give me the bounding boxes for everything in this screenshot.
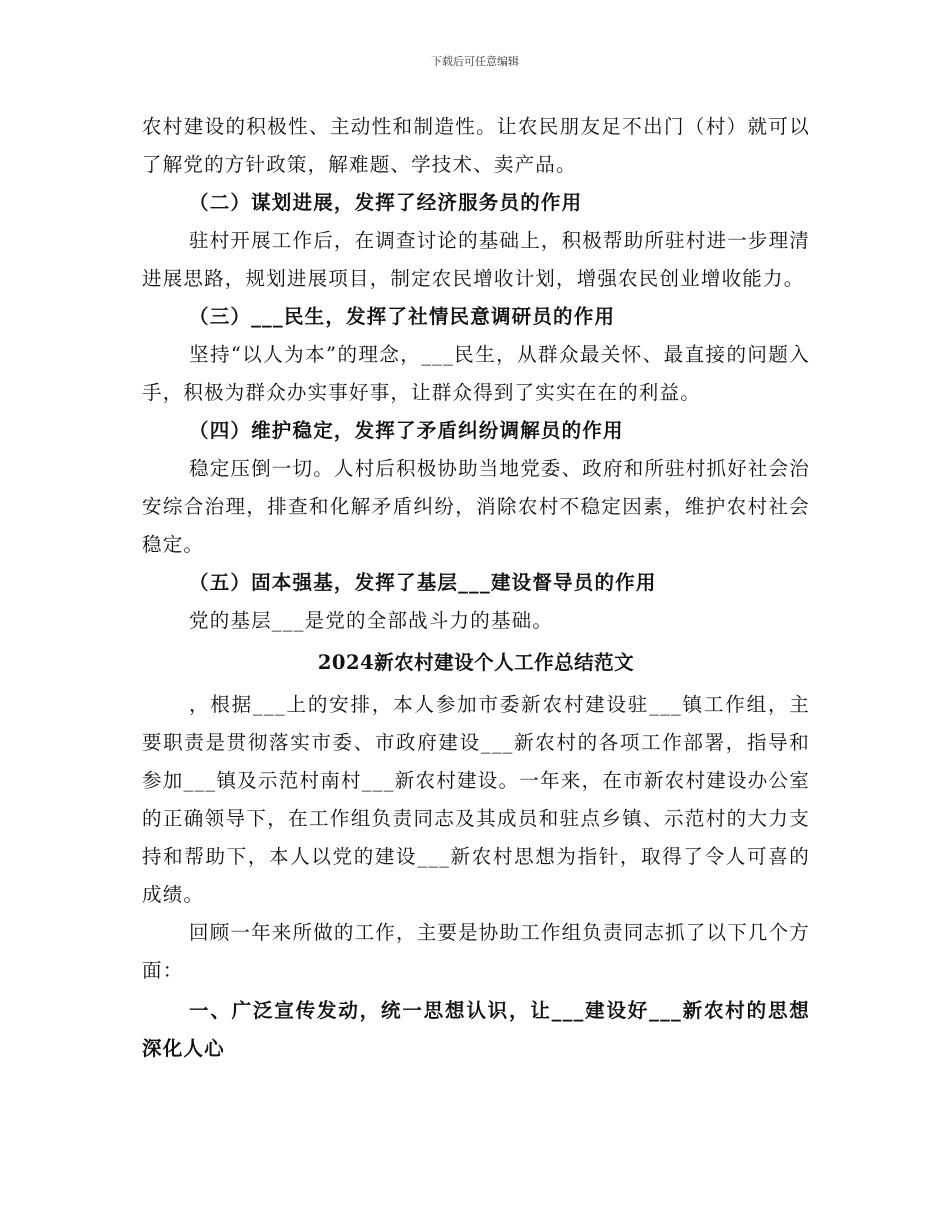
section-heading-5: （五）固本强基，发挥了基层___建设督导员的作用 (189, 571, 657, 594)
section-heading-1: 一、广泛宣传发动，统一思想认识，让___建设好___新农村的思想深化人心 (142, 999, 810, 1060)
paragraph-continuation: 农村建设的积极性、主动性和制造性。让农民朋友足不出门（村）就可以了解党的方针政策，解难题、学技术、卖产品。 (142, 115, 810, 176)
paragraph: 驻村开展工作后，在调查讨论的基础上，积极帮助所驻村进一步理清进展思路，规划进展项目，制定农民增收计划，增强农民创业增收能力。 (142, 229, 811, 290)
document-body (142, 108, 810, 1068)
page-header: 下载后可任意编辑 (431, 55, 519, 68)
paragraph: ，根据___上的安排，本人参加市委新农村建设驻___镇工作组，主要职责是贯彻落实市委、市政府建设___新农村的各项工作部署，指导和参加___镇及示范村南村___新农村建设。一年来，在市新农村建设办公室的正确领导下，在工作组负责同志及其成员和驻点乡镇、示范村的大力支持和帮助下，本人以党的建设___新农村思想为指针，取得了令人可喜的成绩。 (142, 693, 810, 906)
paragraph: 回顾一年来所做的工作，主要是协助工作组负责同志抓了以下几个方面： (142, 921, 811, 982)
section-heading-3: （三）___民生，发挥了社情民意调研员的作用 (189, 305, 616, 328)
section-heading-2: （二）谋划进展，发挥了经济服务员的作用 (189, 191, 583, 214)
section-heading-4: （四）维护稳定，发挥了矛盾纠纷调解员的作用 (189, 419, 624, 442)
document-title: 2024新农村建设个人工作总结范文 (317, 651, 635, 674)
paragraph: 坚持“以人为本”的理念，___民生，从群众最关怀、最直接的问题入手，积极为群众办实事好事，让群众得到了实实在在的利益。 (142, 343, 810, 404)
paragraph: 稳定压倒一切。人村后积极协助当地党委、政府和所驻村抓好社会治安综合治理，排查和化解矛盾纠纷，消除农村不稳定因素，维护农村社会稳定。 (142, 457, 811, 556)
paragraph: 党的基层___是党的全部战斗力的基础。 (189, 609, 554, 632)
